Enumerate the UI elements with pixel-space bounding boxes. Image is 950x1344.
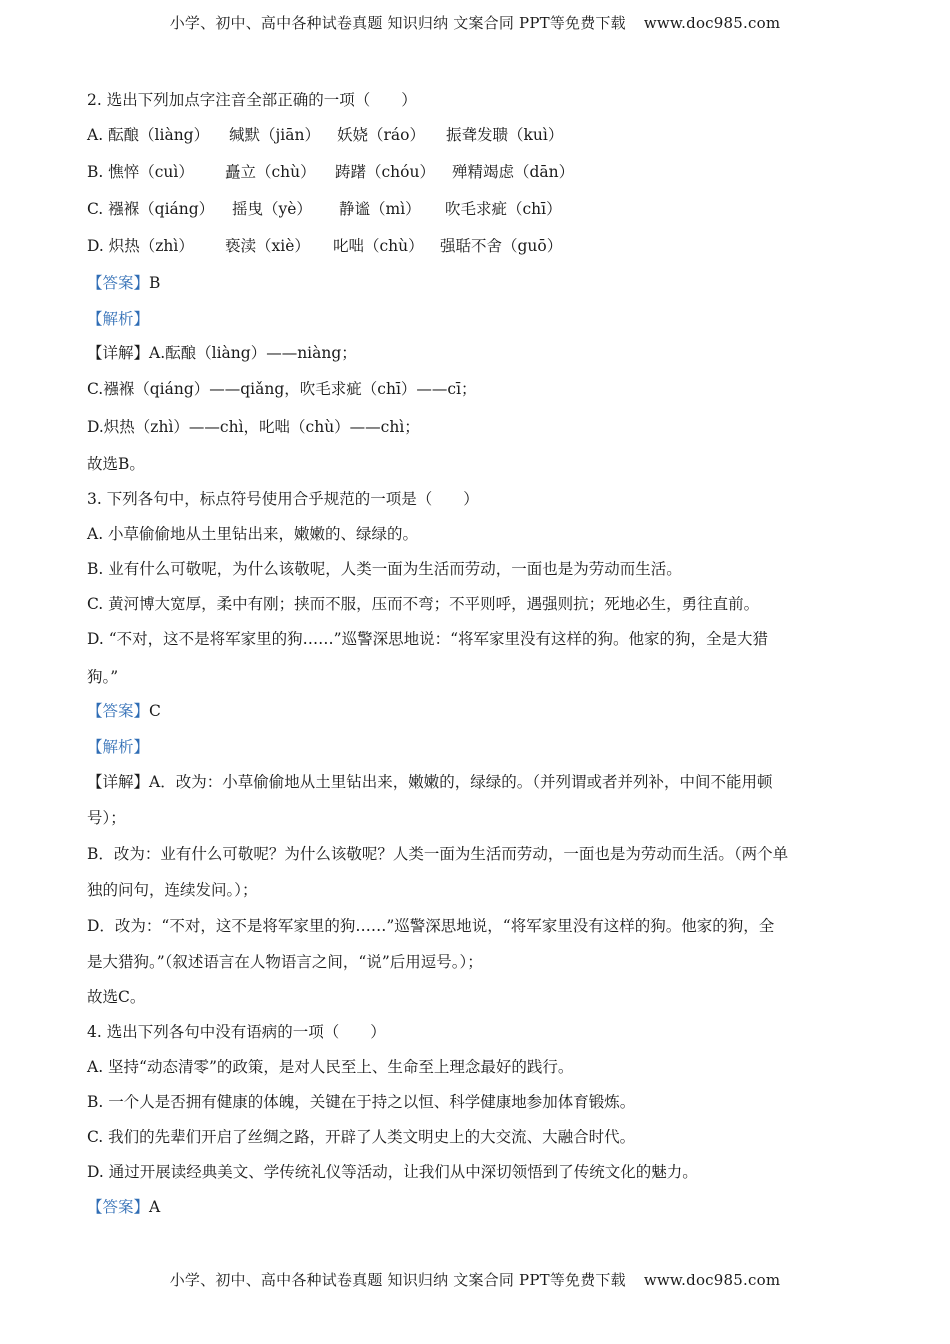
page-footer: [0, 1269, 950, 1290]
q2-d-2: 亵渎（xiè）: [225, 237, 310, 255]
footer-text: 小学、初中、高中各种试卷真题 知识归纳 文案合同 PPT等免费下载: [169, 1271, 626, 1289]
q2-a-3: 妖娆（ráo）: [337, 126, 425, 144]
q4-answer: [87, 1197, 160, 1217]
q3-detail-a-line1: [87, 772, 772, 792]
q3-option-a: A. 小草偷偷地从土里钻出来，嫩嫩的、绿绿的。: [87, 525, 419, 543]
q4-option-b: B. 一个人是否拥有健康的体魄，关键在于持之以恒、科学健康地参加体育锻炼。: [87, 1093, 636, 1111]
q3-option-d-line2: 狗。”: [87, 668, 119, 686]
answer-tag: 【答案】: [87, 702, 150, 720]
q2-detail-1: [87, 343, 357, 363]
q2-a-2: 缄默（jiān）: [229, 126, 320, 144]
q3-answer: [87, 701, 161, 721]
q3-detail-b-line2: 独的问句，连续发问。）；: [87, 881, 258, 899]
q4-option-d: D. 通过开展读经典美文、学传统礼仪等活动，让我们从中深切领悟到了传统文化的魅力。: [87, 1163, 698, 1181]
q2-analysis-tag: 【解析】: [87, 310, 150, 328]
q2-a-1: A. 酝酿（liàng）: [87, 126, 210, 144]
q3-option-d-line1: D. “不对，这不是将军家里的狗……”巡警深思地说：“将军家里没有这样的狗。他家的狗，全是大猎: [87, 630, 769, 648]
q2-conclusion: 故选B。: [87, 455, 145, 473]
answer-value: A: [149, 1198, 161, 1216]
q3-stem: 3. 下列各句中，标点符号使用合乎规范的一项是（ ）: [87, 490, 479, 508]
q2-c-2: 摇曳（yè）: [232, 200, 312, 218]
detail-tag: 【详解】: [87, 773, 150, 791]
q3-option-c: C. 黄河博大宽厚，柔中有刚；挟而不服，压而不弯；不平则呼，遇强则抗；死地必生，勇往直前。: [87, 595, 760, 613]
q3-detail-b-line1: B．改为：业有什么可敬呢？为什么该敬呢？人类一面为生活而劳动，一面也是为劳动而生活。（两个单: [87, 845, 789, 863]
q2-stem: 2. 选出下列加点字注音全部正确的一项（ ）: [87, 91, 417, 109]
q2-b-4: 殚精竭虑（dān）: [452, 163, 575, 181]
detail-text: A．改为：小草偷偷地从土里钻出来，嫩嫩的，绿绿的。（并列谓或者并列补，中间不能用顿: [149, 773, 773, 791]
q2-b-2: 矗立（chù）: [225, 163, 316, 181]
q2-detail-2: C.襁褓（qiáng）——qiǎng，吹毛求疵（chī）——cī；: [87, 380, 477, 398]
q2-c-4: 吹毛求疵（chī）: [445, 200, 562, 218]
q2-c-1: C. 襁褓（qiáng）: [87, 200, 215, 218]
q3-detail-d-line2: 是大猎狗。”（叙述语言在人物语言之间，“说”后用逗号。）；: [87, 953, 483, 971]
header-site: www.doc985.com: [643, 14, 781, 32]
detail-text: A.酝酿（liàng）——niàng；: [149, 344, 357, 362]
answer-value: B: [149, 274, 161, 292]
q4-option-a: A. 坚持“动态清零”的政策，是对人民至上、生命至上理念最好的践行。: [87, 1058, 574, 1076]
header-text: 小学、初中、高中各种试卷真题 知识归纳 文案合同 PPT等免费下载: [169, 14, 626, 32]
q2-b-3: 踌躇（chóu）: [335, 163, 435, 181]
q4-stem: 4. 选出下列各句中没有语病的一项（ ）: [87, 1023, 386, 1041]
q2-c-3: 静谧（mì）: [339, 200, 421, 218]
answer-tag: 【答案】: [87, 274, 150, 292]
q2-d-3: 叱咄（chù）: [333, 237, 424, 255]
page-header: [0, 12, 950, 33]
detail-tag: 【详解】: [87, 344, 150, 362]
q2-d-4: 强聒不舍（guō）: [440, 237, 563, 255]
answer-value: C: [149, 702, 161, 720]
q3-option-b: B. 业有什么可敬呢，为什么该敬呢，人类一面为生活而劳动，一面也是为劳动而生活。: [87, 560, 682, 578]
q4-option-c: C. 我们的先辈们开启了丝绸之路，开辟了人类文明史上的大交流、大融合时代。: [87, 1128, 636, 1146]
q2-answer: [87, 273, 160, 293]
q2-detail-3: D.炽热（zhì）——chì，叱咄（chù）——chì；: [87, 418, 420, 436]
q3-analysis-tag: 【解析】: [87, 738, 150, 756]
q3-conclusion: 故选C。: [87, 988, 146, 1006]
q3-detail-a-line2: 号）；: [87, 809, 126, 827]
q2-a-4: 振聋发聩（kuì）: [446, 126, 564, 144]
q2-d-1: D. 炽热（zhì）: [87, 237, 194, 255]
q2-b-1: B. 憔悴（cuì）: [87, 163, 194, 181]
q3-detail-d-line1: D．改为：“不对，这不是将军家里的狗……”巡警深思地说，“将军家里没有这样的狗。他家的狗，全: [87, 917, 775, 935]
footer-site: www.doc985.com: [643, 1271, 781, 1289]
answer-tag: 【答案】: [87, 1198, 150, 1216]
